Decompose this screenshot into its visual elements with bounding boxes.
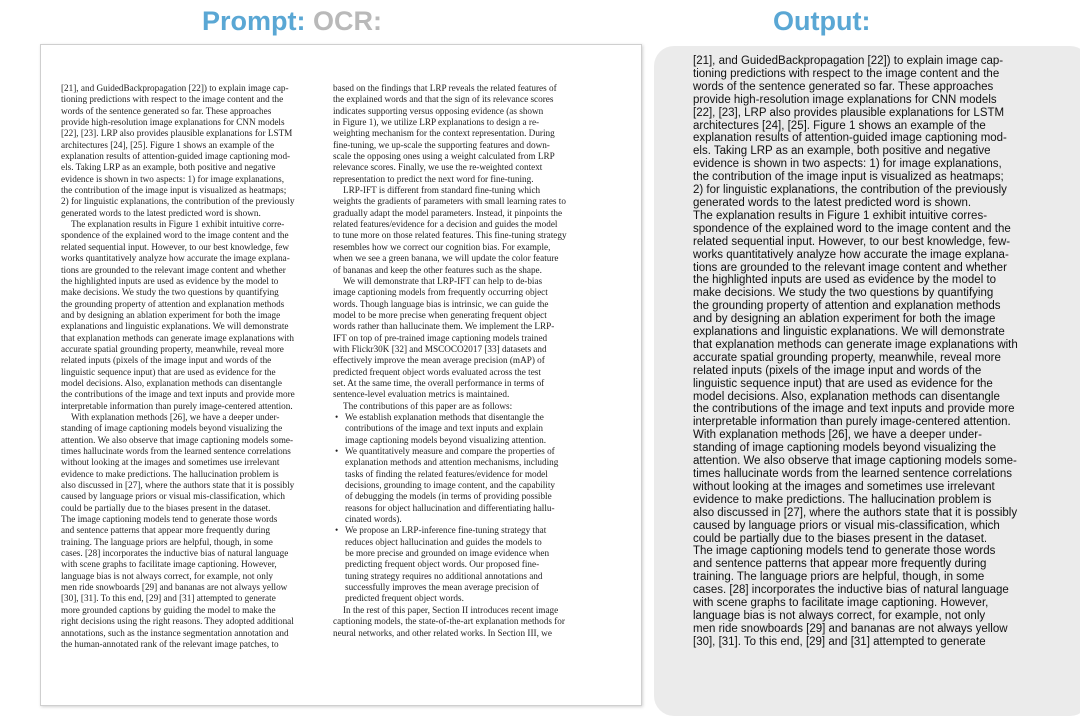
document-line: reduces object hallucination and guides the models to [345,536,542,547]
document-line: tioning predictions with respect to the image content and the [61,94,284,105]
document-line: captioning models, the state-of-the-art explanation methods for [333,616,565,627]
output-line: with scene graphs to facilitate image captioning. However, [693,597,989,610]
document-line: The explanation results in Figure 1 exhibit intuitive corre- [71,219,285,230]
document-line: • We quantitatively measure and compare the properties of [333,446,603,457]
document-line: cases. [28] incorporates the inductive bias of natural language [61,548,289,559]
document-line: IFT on top of pre-trained image captioning models trained [333,332,548,343]
document-line: relevance scores. Finally, we use the re-weighted context [333,162,543,173]
document-line: cinated words). [345,514,402,525]
document-line: words of the sentence generated so far. These approaches [61,105,272,116]
document-line: in Figure 1), we utilize LRP explanations to design a re- [333,117,540,128]
document-line: spondence of the explained word to the image content and the [61,230,289,241]
output-line: and sentence patterns that appear more frequently during [693,558,987,571]
output-panel [654,46,1080,716]
output-line: els. Taking LRP as an example, both positive and negative [693,145,991,158]
document-line: The contributions of this paper are as follows: [343,400,513,411]
document-line: with Flickr30K [32] and MSCOCO2017 [33] datasets and [333,343,547,354]
output-line: training. The language priors are helpful, though, in some [693,571,985,584]
document-line: related inputs (pixels of the image input and words of the [61,355,272,366]
document-line: training. The language priors are helpful, though, in some [61,536,273,547]
document-line: [30], [31]. To this end, [29] and [31] attempted to generate [61,593,276,604]
output-line: tioning predictions with respect to the image content and the [693,67,1000,80]
document-line: the human-annotated rank of the relevant image patches, to [61,638,279,649]
document-line: scale the opposing ones using a weight calculated from LRP [333,151,555,162]
document-line: language bias is not always correct, for example, not only [61,570,274,581]
document-line: image captioning models beyond visualizing attention. [345,434,547,445]
document-line: 2) for linguistic explanations, the contribution of the previously [61,196,295,207]
document-line: • We establish explanation methods that disentangle the [333,412,603,423]
output-line: could be partially due to the biases present in the dataset. [693,532,988,545]
document-line: fine-tuning, we up-scale the supporting features and down- [333,139,550,150]
document-line: indicates supporting versus opposing evidence (as shown [333,105,544,116]
document-line: when we see a green banana, we will update the color feature [333,253,559,264]
output-line: linguistic sequence input) that are used as evidence for the [693,377,993,390]
document-line: model decisions. Also, explanation methods can disentangle [61,377,282,388]
document-line: architectures [24], [25]. Figure 1 shows an example of the [61,139,275,150]
output-line: men ride snowboards [29] and bananas are not always yellow [693,622,1008,635]
document-line: The image captioning models tend to generate those words [61,514,278,525]
document-line: resembles how we correct our cognition bias. For example, [333,241,551,252]
document-line: more grounded captions by guiding the model to make the [61,604,276,615]
output-line: [22], [23], LRP also provides plausible explanations for LSTM [693,106,1005,119]
document-line: predicting frequent object words. Our proposed fine- [345,559,540,570]
document-line: predicted frequent object words. [345,593,464,604]
output-line: generated words to the latest predicted word is shown. [693,196,972,209]
document-line: words rather than hallucinate them. We implement the LRP- [333,321,555,332]
document-left-column [61,83,331,650]
output-line: [30], [31]. To this end, [29] and [31] attempted to generate [693,635,986,648]
document-line: that explanation methods can generate image explanations with [61,332,294,343]
output-line: spondence of the explained word to the image content and the [693,222,1011,235]
document-line: also discussed in [27], where the authors state that it is possibly [61,480,295,491]
document-line: standing of image captioning models beyond visualizing the [61,423,283,434]
document-line: related sequential input. However, to our best knowledge, few [61,241,289,252]
document-line: be more precise and grounded on image evidence when [345,548,550,559]
document-line: sentence-level evaluation metrics is maintained. [333,389,510,400]
document-line: of bananas and keep the other features such as the shape. [333,264,542,275]
output-line: explanations and linguistic explanations. We will demonstrate [693,326,1005,339]
output-line: model decisions. Also, explanation methods can disentangle [693,390,1000,403]
output-line: evidence is shown in two aspects: 1) for image explanations, [693,158,1002,171]
document-line: attention. We also observe that image captioning models some- [61,434,294,445]
document-line: of debugging the models (in terms of providing possible [345,491,552,502]
document-line: gradually adapt the model parameters. Instead, it pinpoints the [333,207,563,218]
document-line: interpretable information than purely image-centered attention. [61,400,293,411]
output-line: related inputs (pixels of the image input and words of the [693,364,982,377]
document-line: predicted frequent object words evaluated across the test [333,366,541,377]
document-line: to tune more on those related features. This fine-tuning strategy [333,230,567,241]
document-right-column [333,83,603,639]
output-heading: Output: [773,6,871,36]
document-line: and sentence patterns that appear more frequently during [61,525,270,536]
document-line: explanation methods and attention mechanisms, including [345,457,559,468]
document-line: provide high-resolution image explanations for CNN models [61,117,285,128]
output-line: 2) for linguistic explanations, the contribution of the previously [693,184,1007,197]
document-line: reasons for object hallucination and differentiating hallu- [345,502,555,513]
output-line: the contribution of the image input is visualized as heatmaps; [693,171,1004,184]
document-line: the contribution of the image input is visualized as heatmaps; [61,185,287,196]
output-line: The explanation results in Figure 1 exhibit intuitive corres- [693,209,988,222]
output-line: The image captioning models tend to generate those words [693,545,996,558]
output-line: language bias is not always correct, for example, not only [693,609,986,622]
document-line: linguistic sequence input) that are used as evidence for the [61,366,276,377]
document-line: model to be more precise when generating frequent object [333,309,547,320]
document-line: LRP-IFT is different from standard fine-tuning which [343,185,541,196]
output-line: standing of image captioning models beyond visualizing the [693,442,997,455]
output-line: related sequential input. However, to our best knowledge, few- [693,235,1011,248]
output-line: architectures [24], [25]. Figure 1 shows an example of the [693,119,986,132]
output-line: tions are grounded to the relevant image content and whether [693,261,1007,274]
output-line: without looking at the images and sometimes use irrelevant [693,480,995,493]
document-line: the highlighted inputs are used as evidence by the model to [61,275,279,286]
document-line: explanation results of attention-guided image captioning mod- [61,151,291,162]
document-line: make decisions. We study the two questions by quantifying [61,287,279,298]
output-line: With explanation methods [26], we have a deeper under- [693,429,982,442]
output-line: words of the sentence generated so far. These approaches [693,80,994,93]
output-line: attention. We also observe that image captioning models some- [693,455,1017,468]
output-line: [21], and GuidedBackpropagation [22]) to explain image cap- [693,55,1004,67]
document-line: image captioning models from frequently occurring object [333,287,548,298]
document-line: tions are grounded to the relevant image content and whether [61,264,286,275]
prompt-value: OCR: [313,6,383,36]
document-line: right decisions using the right reasons. They adopted additional [61,616,294,627]
document-line: annotations, such as the instance segmentation annotation and [61,627,289,638]
document-line: weighting mechanism for the context representation. During [333,128,555,139]
document-page [40,44,642,706]
prompt-heading [202,4,382,38]
document-line: With explanation methods [26], we have a deeper under- [71,411,280,422]
document-line: generated words to the latest predicted word is shown. [61,207,261,218]
output-line: cases. [28] incorporates the inductive bias of natural language [693,584,1009,597]
document-line: successfully improves the mean average precision of [345,582,539,593]
output-line: and by designing an ablation experiment for both the image [693,313,996,326]
document-line: • We propose an LRP-inference fine-tuning strategy that [333,525,603,536]
document-line: caused by language priors or visual mis-classification, which [61,491,286,502]
document-line: [22], [23]. LRP also provides plausible explanations for LSTM [61,128,293,139]
output-line: works quantitatively analyze how accurate the image explana- [693,248,1009,261]
document-line: evidence to make predictions. The hallucination problem is [61,468,279,479]
output-line: accurate spatial grounding property, meanwhile, reveal more [693,351,1001,364]
output-line: the highlighted inputs are used as evidence by the model to [693,274,997,287]
document-line: words. Though language bias is intrinsic, we can guide the [333,298,549,309]
output-line: make decisions. We study the two questions by quantifying [693,287,994,300]
document-line: evidence is shown in two aspects: 1) for image explanations, [61,173,284,184]
output-line: explanation results of attention-guided image captioning mod- [693,132,1007,145]
output-line: provide high-resolution image explanations for CNN models [693,93,997,106]
document-line: representation to predict the next word for fine-tuning. [333,173,534,184]
document-line: set. At the same time, the overall performance in terms of [333,377,545,388]
document-line: men ride snowboards [29] and bananas are not always yellow [61,582,288,593]
document-line: the explained words and that the sign of its relevance scores [333,94,554,105]
document-line: In the rest of this paper, Section II introduces recent image [343,604,559,615]
output-line: that explanation methods can generate image explanations with [693,338,1018,351]
output-line: also discussed in [27], where the authors state that it is possibly [693,506,1018,519]
document-line: contributions of the image and text inputs and explain [345,423,543,434]
document-line: the grounding property of attention and explanation methods [61,298,285,309]
document-line: with scene graphs to facilitate image captioning. However, [61,559,277,570]
output-line: the grounding property of attention and explanation methods [693,300,1001,313]
document-line: effectively improve the mean average precision (mAP) of [333,355,545,366]
document-line: decisions, grounding to image content, and the capability [345,480,555,491]
document-line: works quantitatively analyze how accurate the image explana- [61,253,290,264]
output-line: times hallucinate words from the learned sentence correlations [693,468,1012,480]
output-line: interpretable information than purely image-centered attention. [693,416,1011,429]
document-line: explanations and linguistic explanations. We will demonstrate [61,321,289,332]
document-line: times hallucinate words from the learned sentence correlations [61,446,291,456]
document-line: tuning strategy requires no additional annotations and [345,570,543,581]
document-line: tasks of finding the related features/evidence for model [345,468,548,479]
document-line: We will demonstrate that LRP-IFT can help to de-bias [343,275,543,286]
document-line: related features/evidence for a decision and guides the model [333,219,558,230]
document-line: els. Taking LRP as an example, both positive and negative [61,162,276,173]
document-line: could be partially due to the biases present in the dataset. [61,502,271,513]
document-line: based on the findings that LRP reveals the related features of [333,83,557,93]
output-text [693,55,1080,649]
document-line: weights the gradients of parameters with small learning rates to [333,196,566,207]
document-line: the contributions of the image and text inputs and provide more [61,389,295,400]
document-line: without looking at the images and sometimes use irrelevant [61,457,280,468]
output-line: the contributions of the image and text inputs and provide more [693,403,1015,416]
output-line: caused by language priors or visual mis-classification, which [693,519,1000,532]
output-line: evidence to make predictions. The hallucination problem is [693,493,992,506]
document-line: accurate spatial grounding property, meanwhile, reveal more [61,343,284,354]
document-line: and by designing an ablation experiment for both the image [61,309,281,320]
prompt-label: Prompt: [202,6,306,36]
document-line: [21], and GuidedBackpropagation [22]) to explain image cap- [61,83,289,93]
document-line: neural networks, and other related works. In Section III, we [333,627,552,638]
